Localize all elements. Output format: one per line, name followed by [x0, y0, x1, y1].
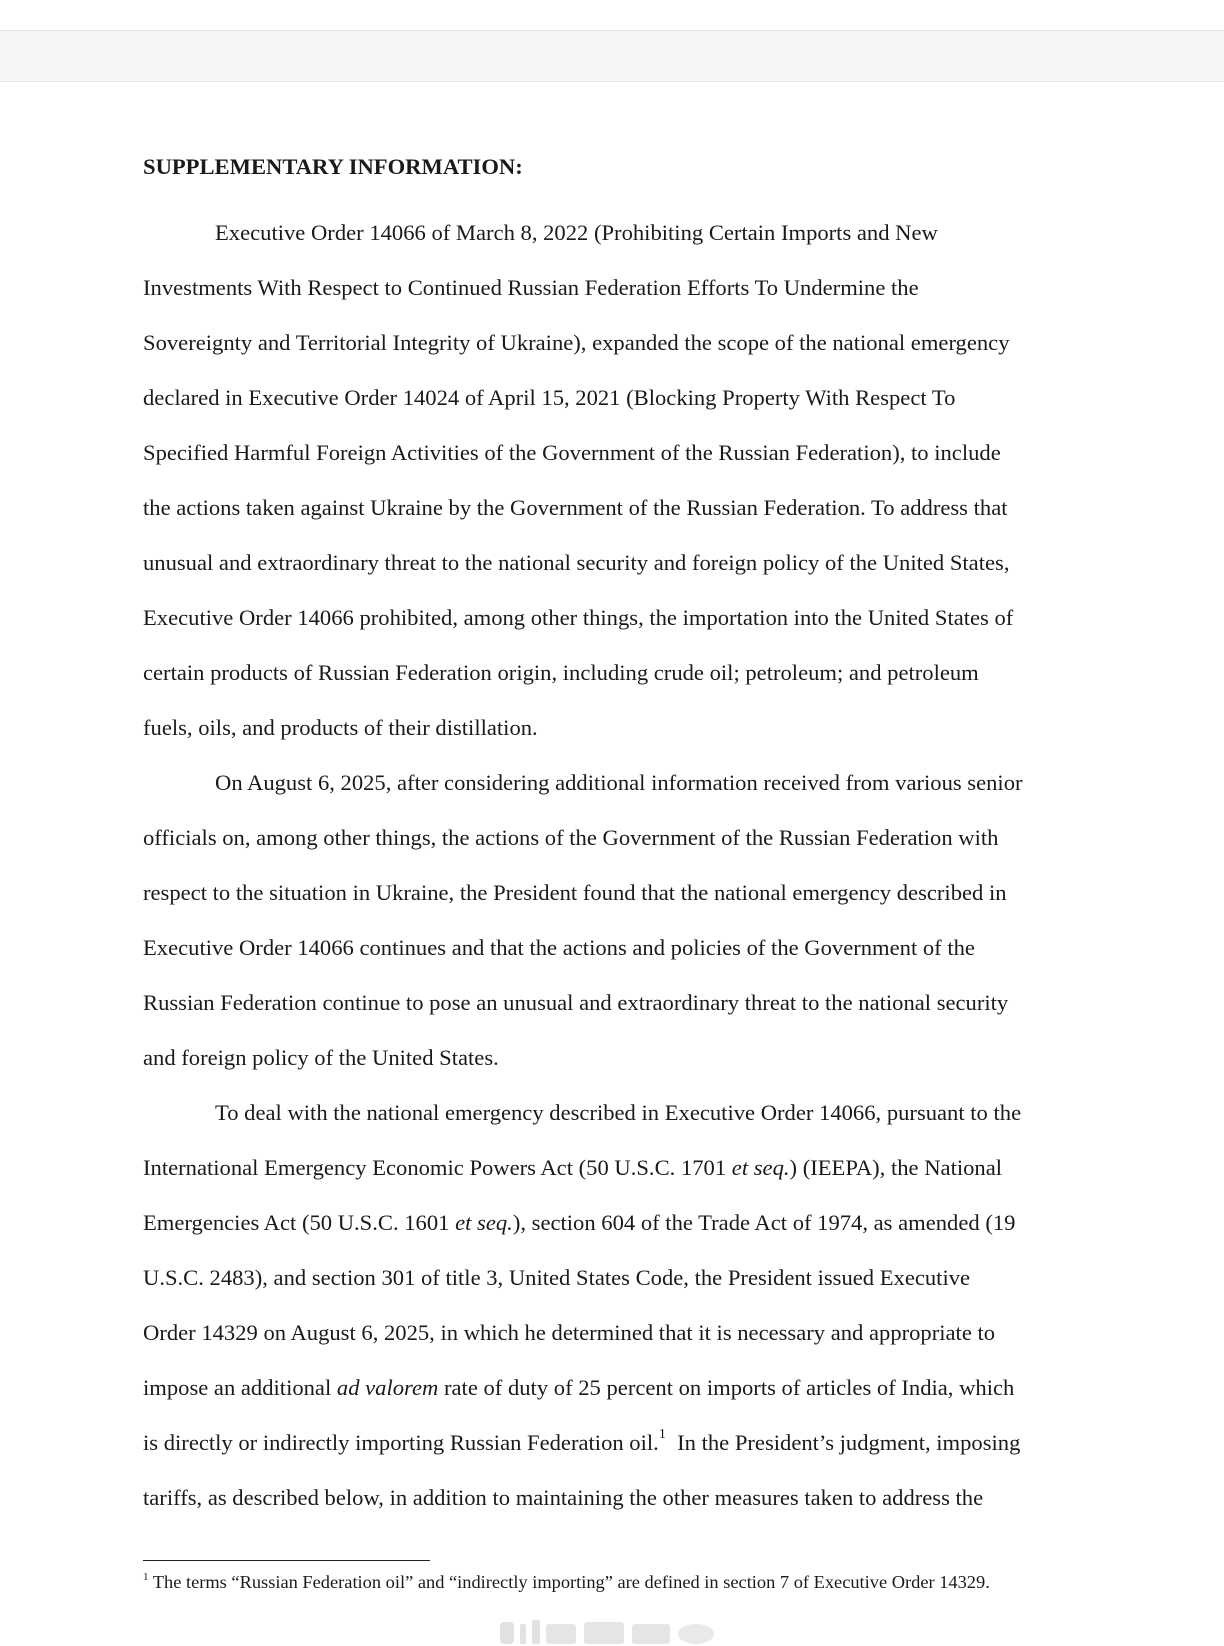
text-line: respect to the situation in Ukraine, the President found that the national emergency described in [143, 880, 1007, 905]
paragraph-3 [143, 1085, 1083, 1525]
text-line: officials on, among other things, the actions of the Government of the Russian Federation with [143, 825, 999, 850]
text-segment: International Emergency Economic Powers Act (50 U.S.C. 1701 [143, 1155, 732, 1180]
footnote-marker: 1 [143, 1571, 149, 1583]
text-line [143, 1415, 1083, 1470]
text-line: declared in Executive Order 14024 of April 15, 2021 (Blocking Property With Respect To [143, 385, 956, 410]
text-segment: rate of duty of 25 percent on imports of articles of India, which [438, 1375, 1015, 1400]
paragraph-2 [143, 755, 1083, 1085]
paragraph-1 [143, 205, 1083, 755]
viewer-toolbar-band [0, 30, 1224, 82]
italic-term: et seq. [731, 1155, 790, 1180]
text-line: Order 14329 on August 6, 2025, in which he determined that it is necessary and appropriate to [143, 1320, 996, 1345]
footnote [143, 1569, 1123, 1595]
text-segment: impose an additional [143, 1375, 337, 1400]
text-line: To deal with the national emergency described in Executive Order 14066, pursuant to the [215, 1100, 1022, 1125]
section-heading: SUPPLEMENTARY INFORMATION: [143, 154, 523, 179]
text-line: tariffs, as described below, in addition to maintaining the other measures taken to address the [143, 1485, 984, 1510]
text-line: On August 6, 2025, after considering additional information received from various senior [215, 770, 1023, 795]
text-line: Executive Order 14066 continues and that the actions and policies of the Government of the [143, 935, 975, 960]
text-line [143, 1140, 1083, 1195]
text-segment: is directly or indirectly importing Russian Federation oil. [143, 1430, 659, 1455]
text-line: Russian Federation continue to pose an unusual and extraordinary threat to the national security [143, 990, 1009, 1015]
blurred-watermark-icon [500, 1618, 722, 1646]
footnote-divider [143, 1560, 430, 1561]
text-segment: ) (IEEPA), the National [789, 1155, 1003, 1180]
text-line: Executive Order 14066 of March 8, 2022 (Prohibiting Certain Imports and New [215, 220, 938, 245]
italic-term: et seq. [455, 1210, 513, 1235]
text-segment: ), section 604 of the Trade Act of 1974, as amended (19 [512, 1210, 1016, 1235]
text-line: fuels, oils, and products of their distillation. [143, 715, 538, 740]
text-line [143, 1360, 1083, 1415]
text-line: Sovereignty and Territorial Integrity of Ukraine), expanded the scope of the national emergency [143, 330, 1010, 355]
text-line: U.S.C. 2483), and section 301 of title 3, United States Code, the President issued Executive [143, 1265, 971, 1290]
footnote-text: The terms “Russian Federation oil” and “indirectly importing” are defined in section 7 of Executive Order 14329. [148, 1572, 990, 1592]
text-line [143, 1195, 1083, 1250]
document-body [143, 150, 1083, 1525]
text-segment: Emergencies Act (50 U.S.C. 1601 [143, 1210, 456, 1235]
text-line: the actions taken against Ukraine by the Government of the Russian Federation. To address that [143, 495, 1008, 520]
text-line: and foreign policy of the United States. [143, 1045, 499, 1070]
text-segment: In the President’s judgment, imposing [665, 1430, 1021, 1455]
text-line: Specified Harmful Foreign Activities of the Government of the Russian Federation), to include [143, 440, 1001, 465]
text-line: Executive Order 14066 prohibited, among other things, the importation into the United States of [143, 605, 1014, 630]
text-line: unusual and extraordinary threat to the national security and foreign policy of the United States, [143, 550, 1010, 575]
text-line: certain products of Russian Federation origin, including crude oil; petroleum; and petroleum [143, 660, 979, 685]
text-line: Investments With Respect to Continued Russian Federation Efforts To Undermine the [143, 275, 919, 300]
footnote-reference[interactable]: 1 [658, 1427, 666, 1442]
italic-term: ad valorem [336, 1375, 439, 1400]
